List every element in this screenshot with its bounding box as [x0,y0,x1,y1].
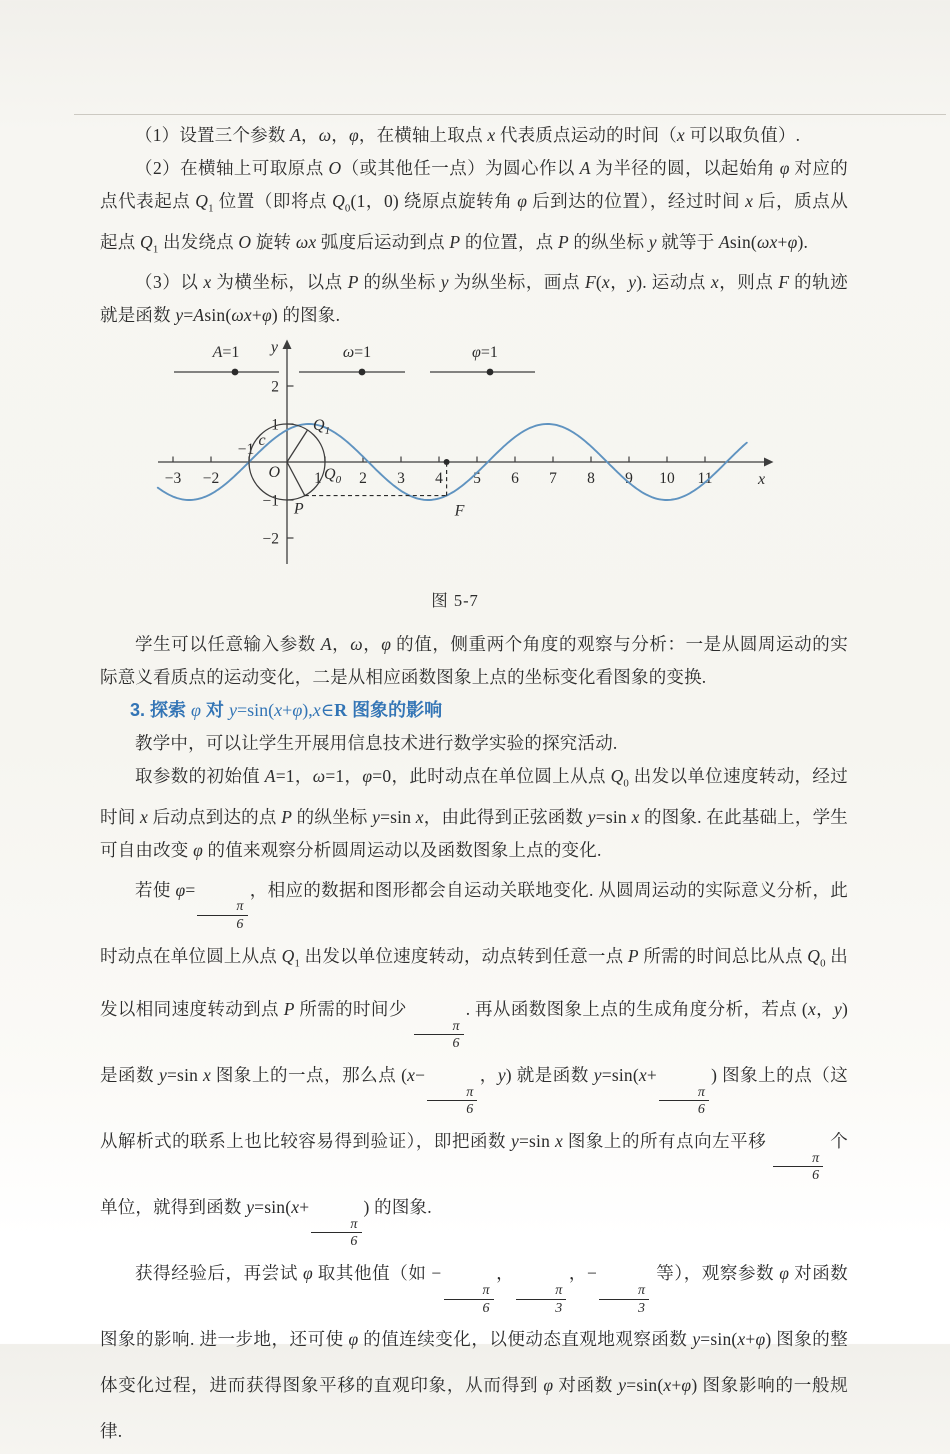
text-run: 取参数的初始值 [135,766,265,786]
math-variable: A [320,634,332,654]
math-variable: y [628,272,637,292]
point-reference: $Q_1$ [281,945,301,970]
text-run: 获得经验后，再尝试 [135,1263,303,1284]
math-operator: ∈ [320,700,335,720]
text-run: 就是函数 [511,1065,594,1086]
math-variable: F [584,272,596,292]
math-operator: =sin( [700,1329,738,1350]
math-variable: ωx [231,305,252,325]
math-variable: x [554,1131,563,1152]
text-run: ， [294,766,313,786]
math-variable: y [648,231,657,252]
text-run: 的位置，点 [460,231,558,252]
math-operator: =sin( [254,1197,292,1218]
math-operator: − [586,1263,598,1284]
text-run: 3. 探索 [130,700,192,720]
parameter-sliders-group [174,344,535,375]
math-operator: + [251,305,262,325]
math-variable: φ [193,839,203,860]
text-run: 可以取负值）. [684,125,801,145]
math-variable: y [229,700,237,720]
math-operator: ) [271,305,278,325]
math-operator: = [183,305,194,325]
math-variable: y [593,1065,602,1086]
slider-label-A: A=1 [212,344,240,361]
math-operator: =sin [518,1131,555,1152]
math-variable: A [290,125,302,145]
math-variable: y [618,1375,627,1396]
text-run: 的纵坐标 [568,231,649,252]
x-tick-label: −1 [237,441,255,458]
math-variable: φ [779,158,790,178]
point-label-F: F [454,502,465,520]
fraction-numerator: π [427,1085,477,1102]
math-variable: y [440,272,449,292]
subscript: 1 [208,202,214,215]
subscript: 1 [152,243,159,255]
math-variable: φ [261,305,272,325]
math-variable: x [601,272,610,292]
x-axis-label: x [758,471,766,488]
text-run: 图象的影响 [347,700,443,720]
paragraph-phi-pi6 [100,867,848,1251]
text-run: 若使 [135,879,176,900]
math-variable: x [710,272,719,292]
text-run: 弧度后运动到点 [316,231,450,252]
text-run: 对函数 [553,1375,619,1396]
x-tick-label: 10 [659,470,675,487]
math-variable: x [140,806,148,827]
y-axis-arrow [283,340,292,350]
math-variable: x [745,191,754,211]
math-operator: sin( [729,231,757,252]
math-operator: ( [401,1065,408,1086]
point-reference: $Q_0$ [807,945,826,970]
fraction-denominator: 6 [452,1036,460,1052]
x-tick-label: 6 [511,470,519,487]
text-run: 取其他值（如 [312,1263,432,1284]
math-variable: φ [543,1375,554,1396]
math-variable: A [264,766,276,786]
math-variable: x [807,999,816,1020]
fraction-denominator: 6 [697,1102,706,1118]
text-run: . 运动点 [642,272,711,292]
figure-5-7-plot [152,338,812,585]
math-set-symbol: R [334,700,348,720]
point-reference: $Q_1$ [195,191,214,215]
text-run: 为纵坐标，画点 [448,272,585,292]
text-run: 的值来观察分析圆周运动以及函数图象上点的变化. [202,839,602,860]
radius-O-Q1 [287,430,308,462]
x-axis-arrow [764,458,774,467]
math-operator: + [671,1375,682,1396]
fraction-denominator: 6 [236,916,244,932]
text-run: （2）在横轴上可取原点 [135,158,329,178]
fraction-denominator: 6 [482,1300,490,1316]
paragraph-initial-values [100,760,848,867]
x-tick-label: 11 [697,470,713,487]
text-run: 教学中，可以让学生开展用信息技术进行数学实验的探究活动. [135,733,618,753]
text-run: ， [301,125,319,145]
math-operator: ， [609,272,629,292]
text-run: ， [331,634,351,654]
y-tick-label: 1 [271,416,279,434]
math-variable: φ [348,1329,359,1350]
text-run: 后动点到达的点 [148,806,282,827]
circle-label-c: c [258,432,266,449]
math-operator: ) [765,1329,772,1350]
text-run: . [803,231,809,252]
x-tick-label: 7 [549,470,557,487]
math-operator: =sin [166,1065,203,1086]
math-operator: (1，0) [350,191,399,211]
math-variable: x [737,1329,746,1350]
x-tick-label: 8 [587,470,595,487]
math-variable: x [638,1065,647,1086]
math-variable: y [834,999,842,1020]
math-operator: =0 [372,766,392,786]
math-operator: + [777,231,788,252]
slider-handle-A [232,369,239,376]
text-run: ，则点 [718,272,779,292]
math-operator: ) [841,999,849,1020]
fraction-numerator: π [444,1283,494,1300]
math-variable: φ [302,1263,313,1284]
text-run: 后到达的位置），经过时间 [527,191,746,211]
math-variable: A [719,231,730,252]
math-variable: y [159,1065,167,1086]
text-run: 的值，侧重两个角度的观察与分析：一是从圆周运动的实际意义看质点的运动变化，二是从相应函数图象上点的坐标变化看图象的变换. [100,634,849,687]
math-operator: + [745,1329,756,1350]
text-run: ， [568,1263,587,1284]
math-operator: ) [797,231,804,252]
text-run: 图象上的所有点向左平移 [562,1131,772,1152]
math-variable: x [203,272,212,292]
x-tick-label: 9 [625,470,633,487]
fraction-numerator: π [516,1283,566,1300]
text-run: 绕原点旋转角 [398,191,518,211]
math-operator: =1 [325,766,345,786]
section-heading-3 [100,694,848,727]
math-operator: ) [711,1065,718,1086]
math-variable: φ [191,700,201,720]
slider-label-φ: φ=1 [472,344,498,361]
math-operator: ) [505,1065,512,1086]
fraction-numerator: π [599,1283,649,1300]
math-operator: ), [302,700,313,720]
y-tick-label: −1 [262,492,279,510]
math-variable: x [415,806,424,827]
math-variable: O [328,158,342,178]
x-tick-label: 2 [359,470,367,487]
math-operator: =sin( [626,1375,664,1396]
math-operator: ) [363,1197,370,1218]
text-run: 图象上的点（这从解析式的联系上也比较容易得到验证），即把函数 [100,1065,848,1152]
text-run: 后，质点从起点 [100,191,849,252]
math-variable: ω [318,125,332,145]
math-operator: − [415,1065,426,1086]
fraction-numerator: π [659,1085,709,1102]
sine-and-unit-circle-svg [152,338,812,585]
fraction-denominator: 3 [638,1300,646,1316]
text-run: ，相应的数据和图形都会自运动关联地变化. 从圆周运动的实际意义分析，此时动点在单位圆上从点 [100,879,848,966]
math-fraction [516,1283,566,1316]
math-variable: φ [362,766,373,786]
math-variable: P [283,999,295,1020]
paragraph-after-figure [100,628,848,694]
text-run: 的值连续变化，以便动态直观地观察函数 [358,1329,693,1350]
text-run: 等），观察参数 [651,1263,780,1284]
math-variable: y [692,1329,701,1350]
text-run: 对应的点代表起点 [100,158,848,211]
math-variable: φ [175,879,186,900]
slider-handle-φ [487,369,494,376]
math-variable: A [193,305,205,325]
text-run: 图象上的一点，那么点 [210,1065,402,1086]
y-axis-label: y [270,339,278,356]
text-run: 出发以单位速度转动，动点转到任意一点 [300,945,628,966]
fraction-denominator: 6 [350,1234,358,1250]
paragraph-step3 [100,266,848,332]
figure-caption: 图 5-7 [431,591,479,610]
math-variable: φ [755,1329,766,1350]
page-text-column [100,119,848,1454]
text-run: 为横坐标，以点 [211,272,348,292]
math-fraction [773,1151,823,1184]
paragraph-step2 [100,152,848,266]
fraction-denominator: 6 [812,1168,820,1184]
point-labels-group [268,417,464,520]
math-variable: x [203,1065,211,1086]
math-fraction [659,1085,709,1118]
text-run: 出发以单位速度转动，经过时间 [100,766,848,827]
fraction-numerator: π [414,1019,464,1036]
text-run: 对 [200,700,229,720]
fraction-denominator: 3 [555,1300,563,1316]
math-operator: − [431,1263,442,1284]
math-variable: y [246,1197,255,1218]
math-variable: P [557,231,569,252]
math-variable: P [449,231,461,252]
math-variable: x [487,125,496,145]
paragraph-teaching [100,727,848,760]
text-run: 图象的整体变化过程，进而获得图象平移的直观印象，从而得到 [100,1329,849,1396]
text-run: （或其他任一点）为圆心作以 [341,158,580,178]
fraction-numerator: π [773,1151,823,1168]
text-run: 图象影响的一般规律. [100,1375,848,1442]
text-run: （1）设置三个参数 [135,125,291,145]
math-operator: ， [815,999,835,1020]
math-fraction [197,899,247,932]
math-operator: =sin( [237,700,275,720]
math-operator: =sin [380,806,416,827]
text-run: ， [495,1263,515,1284]
text-run: 就等于 [656,231,720,252]
text-run: 的轨迹就是函数 [100,272,848,325]
text-run: 为半径的圆，以起始角 [590,158,780,178]
math-variable: y [587,806,596,827]
text-run: ，在横轴上取点 [358,125,488,145]
math-operator: ( [801,999,808,1020]
math-variable: y [175,305,184,325]
x-tick-label: 3 [397,470,405,487]
text-run: 的纵坐标 [358,272,441,292]
math-variable: ωx [295,231,317,252]
text-run: 所需的时间总比从点 [638,945,808,966]
point-reference: $Q_0$ [332,191,351,215]
y-tick-label: −2 [262,530,279,548]
text-run: 学生可以任意输入参数 [135,634,321,654]
scan-edge-line [74,114,946,115]
text-run: 的图象. [369,1197,432,1218]
text-run: . 再从函数图象上点的生成角度分析，若点 [465,999,802,1020]
math-variable: x [291,1197,300,1218]
axis-dot-at-F-x [444,459,450,465]
math-variable: x [676,125,685,145]
text-run: 出发绕点 [158,231,239,252]
math-variable: ωx [756,231,778,252]
math-variable: φ [779,1263,790,1284]
math-fraction [414,1019,464,1052]
paragraph-other-values [100,1250,848,1454]
point-label-Q0: $Q_0$ [324,466,342,486]
text-run: 的图象. 在此基础上，学生可自由改变 [100,806,849,860]
subscript: 0 [344,202,351,215]
text-run: 对函数图象的影响. 进一步地，还可使 [100,1263,848,1350]
math-operator: =sin [595,806,632,827]
math-variable: φ [681,1375,692,1396]
math-operator: = [185,879,196,900]
math-variable: y [497,1065,506,1086]
text-run: ， [344,766,363,786]
text-run: 的纵坐标 [292,806,373,827]
point-label-Q1: $Q_1$ [313,417,331,437]
point-reference: $Q_0$ [610,766,630,790]
text-run: 的图象. [277,305,341,325]
math-variable: P [281,806,293,827]
math-variable: φ [517,191,528,211]
origin-label: O [268,464,280,481]
math-variable: x [663,1375,672,1396]
math-variable: ω [350,634,363,654]
math-variable: φ [348,125,359,145]
math-variable: φ [787,231,798,252]
text-run: ， [331,125,349,145]
math-variable: x [631,806,640,827]
text-run: 是函数 [100,1065,160,1086]
math-operator: =sin( [601,1065,639,1086]
paragraph-step1 [100,119,848,152]
text-run: （3）以 [135,272,204,292]
x-tick-label: −2 [202,470,220,487]
subscript: 0 [820,957,826,970]
math-variable: x [312,700,321,720]
text-run: ， [362,634,382,654]
x-tick-label: 5 [473,470,481,487]
x-tick-label: 4 [435,470,443,487]
math-operator: + [299,1197,310,1218]
fraction-denominator: 6 [466,1102,474,1118]
math-fraction [311,1217,361,1250]
math-fraction [599,1283,649,1316]
math-variable: P [347,272,359,292]
math-variable: x [407,1065,416,1086]
text-run: ，由此得到正弦函数 [423,806,588,827]
math-operator: ， [479,1065,498,1086]
subscript: 0 [623,777,630,790]
math-fraction [427,1085,477,1118]
math-operator: sin( [204,305,232,325]
math-operator: ) [636,272,643,292]
math-variable: y [372,806,381,827]
math-variable: ω [312,766,326,786]
fraction-numerator: π [311,1217,361,1234]
math-operator: ) [691,1375,698,1396]
math-variable: A [579,158,591,178]
subscript: 1 [294,957,301,970]
math-variable: φ [381,634,392,654]
math-operator: + [646,1065,657,1086]
math-variable: x [274,700,283,720]
point-reference: $Q_1$ [139,231,159,255]
radius-O-P [287,462,305,496]
math-operator: + [282,700,293,720]
x-tick-label: −3 [164,470,182,487]
slider-label-ω: ω=1 [342,344,372,361]
text-run: 出发以相同速度转动到点 [100,945,849,1020]
math-variable: O [238,231,252,252]
y-tick-label: 2 [271,378,279,396]
math-variable: P [627,945,639,966]
math-fraction [444,1283,494,1316]
text-run: 个单位，就得到函数 [100,1131,848,1218]
text-run: ，此时动点在单位圆上从点 [391,766,611,786]
math-variable: φ [292,700,303,720]
slider-handle-ω [359,369,366,376]
math-operator: ( [595,272,602,292]
fraction-numerator: π [197,899,247,916]
point-label-P: P [293,500,304,518]
x-tick-label: 1 [314,470,322,487]
text-run: 所需的时间少 [294,999,412,1020]
math-operator: =1 [275,766,295,786]
text-run: 代表质点运动的时间（ [495,125,677,145]
text-run: 旋转 [251,231,296,252]
text-run: 位置（即将点 [213,191,333,211]
math-variable: F [778,272,790,292]
math-variable: y [510,1131,519,1152]
